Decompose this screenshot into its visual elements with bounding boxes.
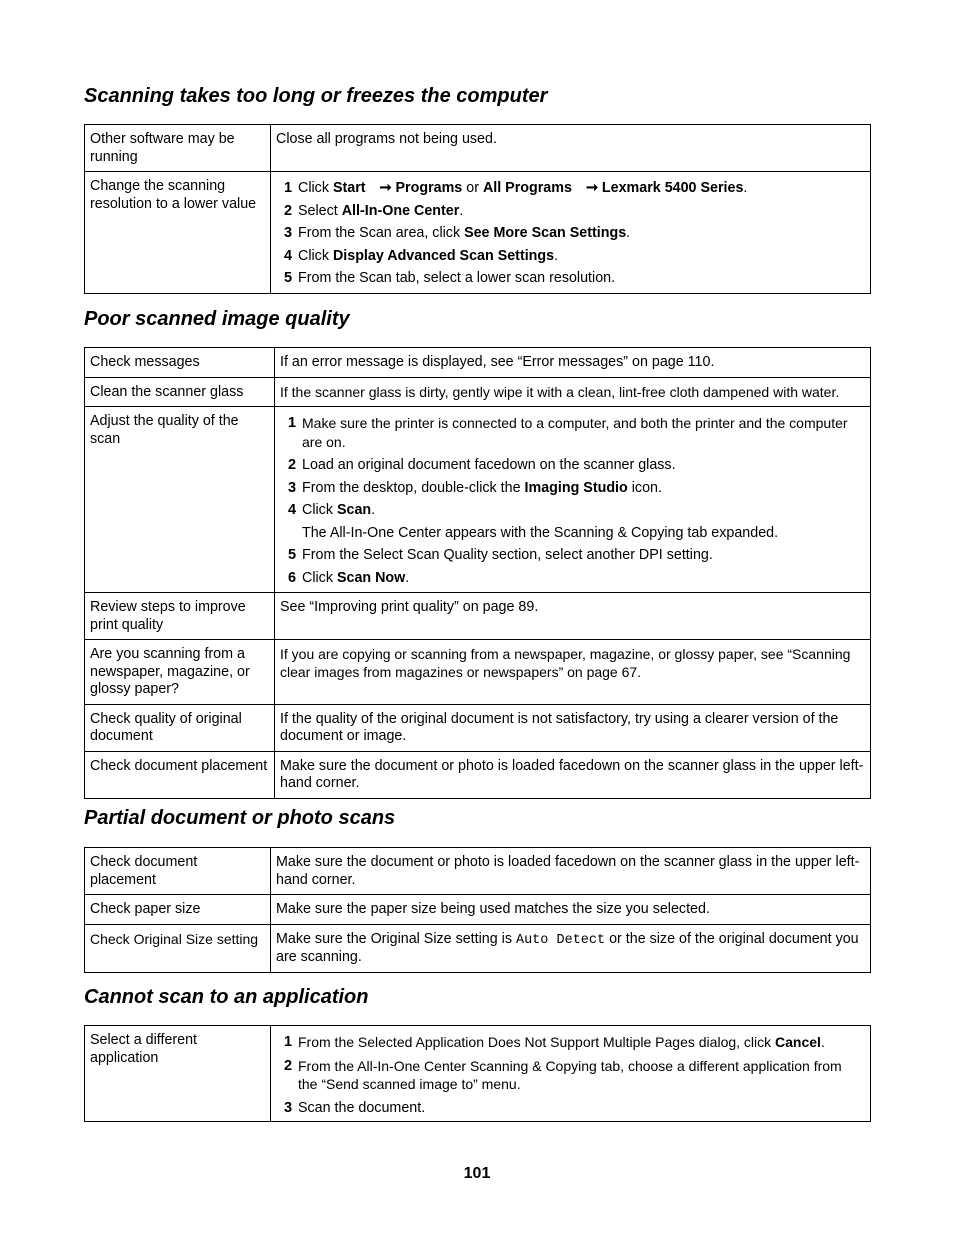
step-text: From the Select Scan Quality section, select another DPI setting. <box>302 547 713 563</box>
step-number: 3 <box>284 1099 293 1116</box>
problem-cell: Check document placement <box>85 751 275 798</box>
step-text: . <box>554 247 559 264</box>
step-number: 2 <box>284 202 293 219</box>
table-row <box>85 640 871 705</box>
step-item <box>276 1034 865 1053</box>
step-number: 6 <box>288 569 297 586</box>
solution-cell: If you are copying or scanning from a newspaper, magazine, or glossy paper, see “Scanning clear images from magazines or newspapers” on page 67. <box>275 640 871 705</box>
solution-text: or the size of the original document you are scanning. <box>276 930 859 965</box>
step-note: The All-In-One Center appears with the Scanning & Copying tab expanded. <box>302 524 779 541</box>
problem-cell: Review steps to improve print quality <box>85 593 275 640</box>
step-text: Click <box>298 247 333 264</box>
problem-cell: Check paper size <box>85 895 271 925</box>
solution-cell: If an error message is displayed, see “Error messages” on page 110. <box>275 348 871 378</box>
problem-cell: Select a different application <box>85 1026 271 1122</box>
arrow-right-icon: ➞ <box>585 180 598 196</box>
step-item <box>280 480 865 498</box>
step-item <box>276 180 865 198</box>
step-number: 1 <box>284 180 293 196</box>
step-number: 2 <box>284 1057 293 1074</box>
solution-text: Make sure the Original Size setting is <box>276 930 516 947</box>
solution-cell <box>271 172 871 294</box>
step-item <box>276 1058 865 1095</box>
table-row <box>85 172 871 294</box>
step-item <box>280 457 865 475</box>
step-item <box>280 547 865 565</box>
step-strong: Start <box>332 180 366 196</box>
step-text: Load an original document facedown on the scanner glass. <box>302 457 676 473</box>
solution-cell <box>275 407 871 593</box>
step-strong: Programs <box>395 180 463 196</box>
step-text: . <box>371 502 376 518</box>
step-item <box>276 1100 865 1118</box>
step-item <box>280 570 865 588</box>
solution-cell: Close all programs not being used. <box>271 125 871 172</box>
step-item <box>276 203 865 221</box>
problem-cell: Adjust the quality of the scan <box>85 407 275 593</box>
step-item <box>276 248 865 266</box>
step-text: From the Selected Application Does Not Support Multiple Pages dialog, click <box>298 1034 776 1050</box>
step-number: 4 <box>288 502 297 518</box>
step-text: . <box>743 180 748 196</box>
step-list <box>276 180 865 288</box>
problem-cell: Check messages <box>85 348 275 378</box>
step-strong: Scan <box>336 502 372 518</box>
problem-cell: Are you scanning from a newspaper, magazine, or glossy paper? <box>85 640 275 705</box>
step-text: or <box>462 180 483 196</box>
solution-cell: Make sure the document or photo is loaded facedown on the scanner glass in the upper left-hand corner. <box>275 751 871 798</box>
step-text: . <box>820 1035 825 1051</box>
table-row <box>85 924 871 972</box>
step-text: icon. <box>627 479 662 496</box>
problem-cell: Change the scanning resolution to a lower value <box>85 172 271 294</box>
section-title: Cannot scan to an application <box>84 986 369 1008</box>
problem-cell: Other software may be running <box>85 125 271 172</box>
step-strong: Display Advanced Scan Settings <box>332 247 555 264</box>
step-number: 3 <box>288 479 297 496</box>
step-text: From the All-In-One Center Scanning & Copying tab, choose a different application from the “Send scanned image to” menu. <box>298 1057 842 1092</box>
step-item <box>276 270 865 288</box>
step-text: Scan the document. <box>298 1099 426 1116</box>
table-row <box>85 348 871 378</box>
troubleshooting-table <box>84 124 871 294</box>
step-list <box>280 415 865 587</box>
troubleshooting-table <box>84 347 871 799</box>
step-list <box>276 1034 865 1117</box>
solution-cell: See “Improving print quality” on page 89. <box>275 593 871 640</box>
solution-cell: Make sure the paper size being used matches the size you selected. <box>271 895 871 925</box>
step-number: 5 <box>284 270 293 286</box>
table-row <box>85 377 871 407</box>
table-row <box>85 704 871 751</box>
troubleshooting-table <box>84 1025 871 1122</box>
step-strong: Imaging Studio <box>524 479 628 496</box>
step-text: . <box>459 202 464 219</box>
problem-cell: Check document placement <box>85 848 271 895</box>
step-item <box>276 225 865 243</box>
solution-cell: If the scanner glass is dirty, gently wipe it with a clean, lint-free cloth dampened with water. <box>275 377 871 407</box>
table-row <box>85 751 871 798</box>
table-row <box>85 895 871 925</box>
step-strong: Cancel <box>775 1034 821 1050</box>
problem-cell: Clean the scanner glass <box>85 377 275 407</box>
step-item <box>280 415 865 452</box>
step-text: . <box>626 225 631 241</box>
section-title: Scanning takes too long or freezes the computer <box>84 85 548 107</box>
problem-cell: Check Original Size setting <box>85 924 271 972</box>
step-text: Click <box>302 502 337 518</box>
table-row <box>85 848 871 895</box>
section-title: Partial document or photo scans <box>84 807 396 829</box>
troubleshooting-table <box>84 847 871 973</box>
step-text: Click <box>302 569 337 586</box>
step-number: 1 <box>284 1034 293 1050</box>
step-text: From the Scan area, click <box>298 225 465 241</box>
arrow-right-icon: ➞ <box>379 180 392 196</box>
setting-value: Auto Detect <box>515 932 606 948</box>
step-strong: See More Scan Settings <box>464 225 627 241</box>
table-row <box>85 125 871 172</box>
section-title: Poor scanned image quality <box>84 308 350 330</box>
problem-cell: Check quality of original document <box>85 704 275 751</box>
step-text: From the Scan tab, select a lower scan resolution. <box>298 270 616 286</box>
step-number: 5 <box>288 547 297 563</box>
step-number: 3 <box>284 225 293 241</box>
step-number: 4 <box>284 247 293 264</box>
step-item <box>280 502 865 542</box>
step-text: From the desktop, double-click the <box>302 479 525 496</box>
step-text: . <box>405 569 410 586</box>
solution-cell <box>271 1026 871 1122</box>
solution-cell: If the quality of the original document is not satisfactory, try using a clearer version of the document or image. <box>275 704 871 751</box>
step-strong: All-In-One Center <box>341 202 460 219</box>
step-strong: Scan Now <box>336 569 406 586</box>
step-number: 2 <box>288 457 297 473</box>
table-row <box>85 1026 871 1122</box>
step-strong: All Programs <box>482 180 572 196</box>
table-row <box>85 407 871 593</box>
step-text: Click <box>298 180 333 196</box>
step-number: 1 <box>288 415 297 431</box>
step-text: Select <box>298 202 342 219</box>
page-number: 101 <box>463 1165 491 1182</box>
table-row <box>85 593 871 640</box>
solution-cell <box>271 924 871 972</box>
step-text: Make sure the printer is connected to a computer, and both the printer and the computer are on. <box>302 415 848 450</box>
step-strong: Lexmark 5400 Series <box>601 180 744 196</box>
solution-cell: Make sure the document or photo is loaded facedown on the scanner glass in the upper left-hand corner. <box>271 848 871 895</box>
